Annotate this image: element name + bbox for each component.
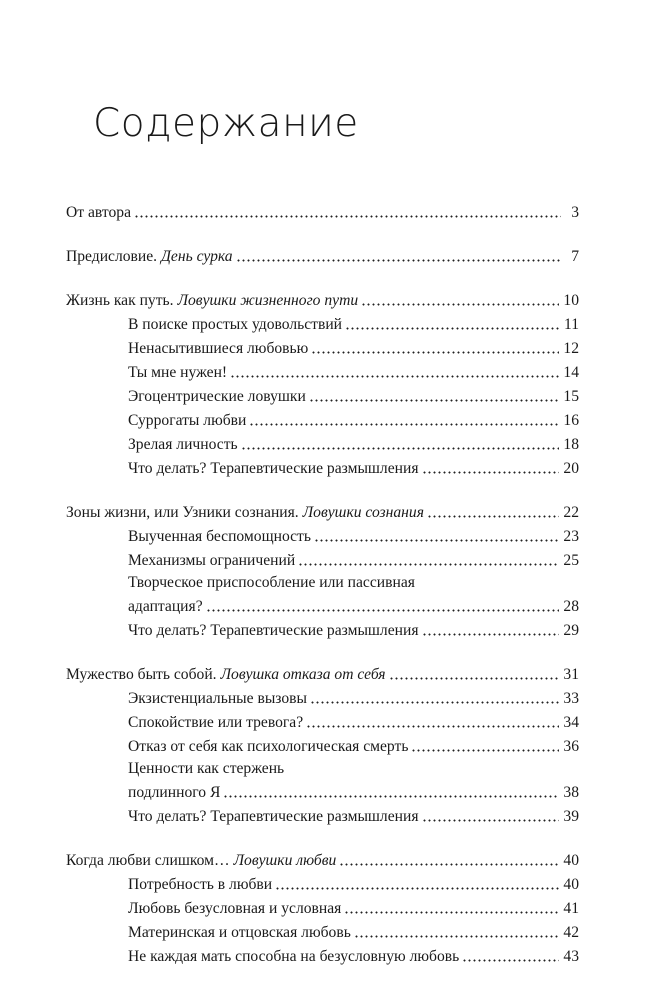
toc-page-number: 3: [571, 204, 579, 221]
toc-page-number: 39: [563, 808, 579, 825]
dot-leader: [306, 725, 559, 728]
toc-page-number: 36: [563, 738, 579, 755]
toc-chapter-entry[interactable]: [66, 286, 579, 310]
toc-entry-title: Экзистенциальные вызовы: [128, 690, 308, 707]
toc-section: [66, 660, 579, 826]
toc-entry-title: Что делать? Терапевтические размышления: [128, 808, 419, 825]
toc-section: [66, 286, 579, 478]
dot-leader: [339, 863, 559, 866]
dot-leader: [236, 259, 561, 262]
toc-subsection-entry[interactable]: [66, 778, 579, 802]
toc-page-number: 14: [563, 364, 579, 381]
dot-leader: [427, 515, 559, 518]
toc-subsection-entry[interactable]: [66, 918, 579, 942]
toc-entry-title: Предисловие. День сурка: [66, 248, 233, 265]
toc-page-number: 31: [563, 666, 579, 683]
toc-entry-title: Спокойствие или тревога?: [128, 714, 304, 731]
dot-leader: [241, 447, 560, 450]
dot-leader: [206, 609, 560, 612]
dot-leader: [134, 215, 561, 218]
dot-leader: [275, 887, 559, 890]
toc-page-number: 23: [563, 528, 579, 545]
toc-entry-subtitle: Ловушка отказа от себя: [220, 666, 386, 683]
toc-page-number: 38: [563, 784, 579, 801]
toc-chapter-entry[interactable]: [66, 846, 579, 870]
toc-page-number: 40: [563, 852, 579, 869]
toc-section: [66, 846, 579, 966]
toc-page-number: 34: [563, 714, 579, 731]
toc-subsection-entry[interactable]: [66, 708, 579, 732]
toc-subsection-entry[interactable]: [66, 684, 579, 708]
toc-section: [66, 242, 579, 266]
dot-leader: [462, 959, 559, 962]
toc-subsection-entry[interactable]: [66, 522, 579, 546]
toc-page-number: 40: [563, 876, 579, 893]
toc-entry-title: Не каждая мать способна на безусловную любовь: [128, 948, 460, 965]
toc-entry-subtitle: Ловушки жизненного пути: [177, 292, 359, 309]
toc-subsection-entry[interactable]: [66, 334, 579, 358]
toc-entry-title: В поиске простых удовольствий: [128, 316, 343, 333]
toc-page-number: 22: [563, 504, 579, 521]
toc-subsection-entry[interactable]: [66, 430, 579, 454]
toc-subsection-entry[interactable]: [66, 616, 579, 640]
toc-chapter-entry[interactable]: [66, 198, 579, 222]
toc-subsection-entry[interactable]: [66, 382, 579, 406]
toc-entry-subtitle: Ловушки сознания: [302, 504, 424, 521]
toc-page-number: 42: [563, 924, 579, 941]
dot-leader: [344, 911, 559, 914]
dot-leader: [411, 749, 559, 752]
toc-entry-subtitle: Ловушки любви: [233, 852, 337, 869]
toc-page-number: 16: [563, 412, 579, 429]
toc-entry-title: Материнская и отцовская любовь: [128, 924, 351, 941]
page-title: Содержание: [93, 101, 359, 146]
toc-entry-title: От автора: [66, 204, 131, 221]
dot-leader: [422, 471, 560, 474]
toc-page-number: 11: [563, 316, 579, 333]
toc-entry-title: Что делать? Терапевтические размышления: [128, 622, 419, 639]
toc-entry-title: Суррогаты любви: [128, 412, 247, 429]
toc-entry-title: Эгоцентрические ловушки: [128, 388, 306, 405]
toc-page-number: 10: [563, 292, 579, 309]
toc-entry-subtitle: День сурка: [161, 248, 233, 265]
toc-chapter-entry[interactable]: [66, 660, 579, 684]
toc-entry-title: Механизмы ограничений: [128, 552, 296, 569]
toc-chapter-entry[interactable]: [66, 242, 579, 266]
toc-entry-title: Творческое приспособление или пассивная: [128, 574, 415, 591]
toc-entry-title: Ты мне нужен!: [128, 364, 228, 381]
toc-subsection-entry[interactable]: [66, 802, 579, 826]
dot-leader: [314, 539, 559, 542]
toc-entry-title: Когда любви слишком… Ловушки любви: [66, 852, 337, 869]
toc-entry-title: Потребность в любви: [128, 876, 273, 893]
dot-leader: [310, 701, 559, 704]
toc-page-number: 7: [571, 248, 579, 265]
toc-section: [66, 498, 579, 640]
dot-leader: [361, 303, 559, 306]
toc-page-number: 20: [563, 460, 579, 477]
toc-entry-title: Жизнь как путь. Ловушки жизненного пути: [66, 292, 359, 309]
toc-subsection-entry[interactable]: [66, 894, 579, 918]
toc-page-number: 29: [563, 622, 579, 639]
toc-page-number: 25: [563, 552, 579, 569]
dot-leader: [249, 423, 559, 426]
toc-subsection-entry[interactable]: [66, 454, 579, 478]
toc-page-number: 12: [563, 340, 579, 357]
toc-page-number: 15: [563, 388, 579, 405]
dot-leader: [311, 351, 559, 354]
toc-section: [66, 198, 579, 222]
toc-entry-title: Ненасытившиеся любовью: [128, 340, 309, 357]
dot-leader: [345, 327, 560, 330]
toc-page-number: 43: [563, 948, 579, 965]
toc-subsection-entry[interactable]: [66, 592, 579, 616]
toc-entry-title: Что делать? Терапевтические размышления: [128, 460, 419, 477]
toc-subsection-entry[interactable]: [66, 732, 579, 756]
toc-entry-title: Ценности как стержень: [128, 760, 285, 777]
toc-subsection-entry[interactable]: [66, 406, 579, 430]
toc-entry-title: Отказ от себя как психологическая смерть: [128, 738, 409, 755]
dot-leader: [223, 795, 559, 798]
toc-subsection-entry[interactable]: [66, 570, 579, 592]
toc-entry-title: Мужество быть собой. Ловушка отказа от себя: [66, 666, 386, 683]
toc-subsection-entry[interactable]: [66, 310, 579, 334]
dot-leader: [422, 819, 560, 822]
toc-subsection-entry[interactable]: [66, 546, 579, 570]
dot-leader: [230, 375, 559, 378]
toc-entry-title: Зоны жизни, или Узники сознания. Ловушки сознания: [66, 504, 424, 521]
toc-page-number: 33: [563, 690, 579, 707]
toc-subsection-entry[interactable]: [66, 756, 579, 778]
dot-leader: [298, 563, 559, 566]
toc-page-number: 28: [563, 598, 579, 615]
dot-leader: [422, 633, 560, 636]
dot-leader: [389, 677, 560, 680]
toc-entry-title: адаптация?: [128, 598, 203, 615]
dot-leader: [309, 399, 560, 402]
toc-subsection-entry[interactable]: [66, 358, 579, 382]
toc-page-number: 18: [563, 436, 579, 453]
toc-chapter-entry[interactable]: [66, 498, 579, 522]
table-of-contents: [66, 198, 579, 986]
toc-entry-title: Зрелая личность: [128, 436, 238, 453]
toc-entry-title: Любовь безусловная и условная: [128, 900, 342, 917]
toc-entry-title: Выученная беспомощность: [128, 528, 311, 545]
toc-subsection-entry[interactable]: [66, 942, 579, 966]
toc-subsection-entry[interactable]: [66, 870, 579, 894]
toc-entry-title: подлинного Я: [128, 784, 221, 801]
toc-page-number: 41: [563, 900, 579, 917]
dot-leader: [354, 935, 560, 938]
